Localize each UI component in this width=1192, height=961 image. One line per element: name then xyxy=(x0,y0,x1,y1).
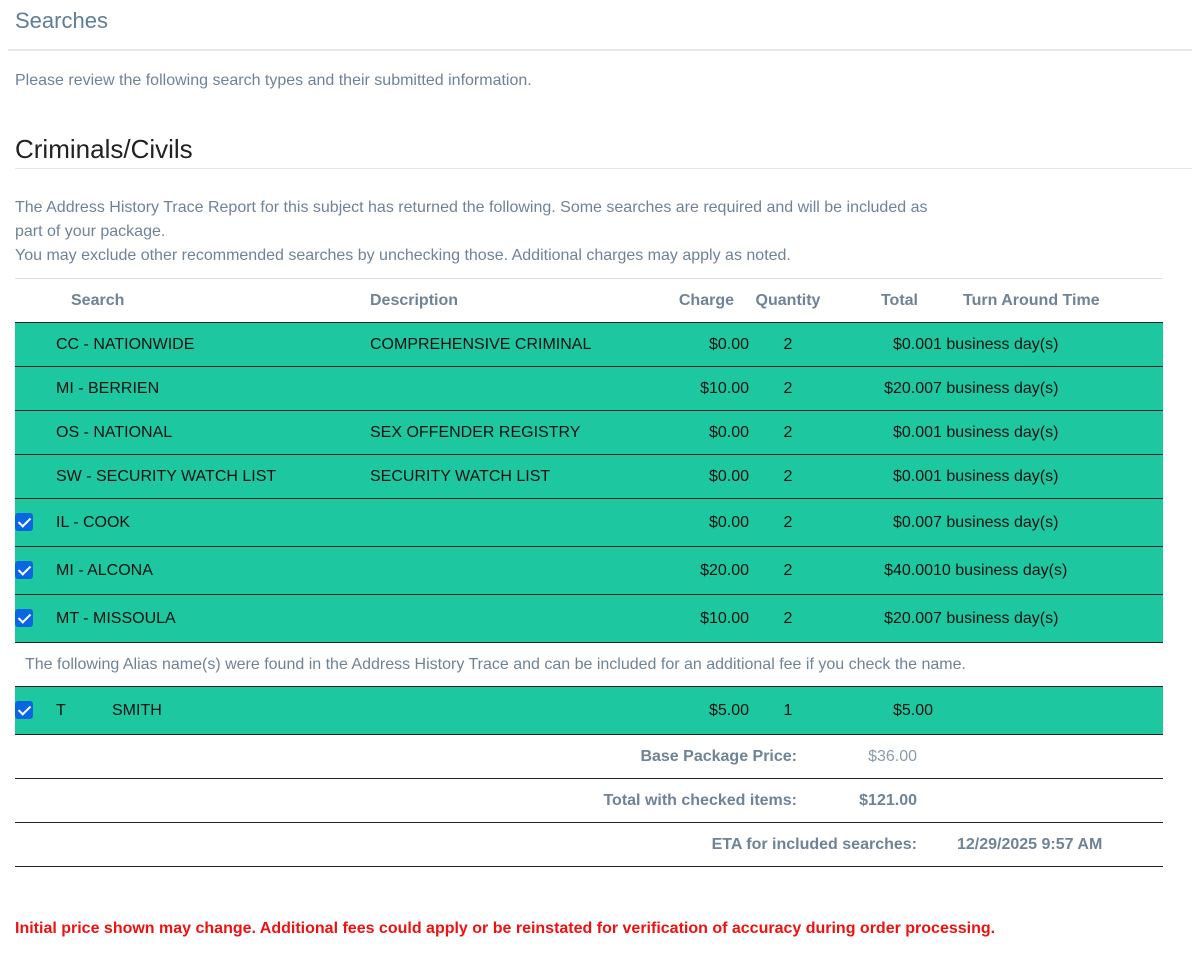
alias-description xyxy=(370,687,645,735)
summary-empty-cell xyxy=(933,779,1163,823)
row-description: SECURITY WATCH LIST xyxy=(370,455,645,499)
header-turnaround: Turn Around Time xyxy=(933,279,1163,323)
row-search: IL - COOK xyxy=(56,499,370,547)
row-description xyxy=(370,595,645,643)
row-quantity: 2 xyxy=(749,367,827,411)
notice-text xyxy=(15,196,975,268)
searches-table xyxy=(15,279,1163,867)
row-charge: $0.00 xyxy=(645,455,749,499)
base-price-row xyxy=(15,735,1163,779)
alias-charge: $5.00 xyxy=(645,687,749,735)
table-row xyxy=(15,455,1163,499)
table-header-row xyxy=(15,279,1163,323)
row-turnaround: 10 business day(s) xyxy=(933,547,1163,595)
alias-note: The following Alias name(s) were found in the Address History Trace and can be included for an additional fee if you check the name. xyxy=(15,643,1163,687)
row-total: $0.00 xyxy=(827,499,933,547)
header-charge: Charge xyxy=(645,279,749,323)
table-row xyxy=(15,547,1163,595)
row-turnaround: 1 business day(s) xyxy=(933,323,1163,367)
notice-line: You may exclude other recommended searches by unchecking those. Additional charges may apply as noted. xyxy=(15,247,791,264)
row-total: $0.00 xyxy=(827,455,933,499)
eta-value: 12/29/2025 9:57 AM xyxy=(933,823,1163,867)
row-turnaround: 7 business day(s) xyxy=(933,595,1163,643)
table-row xyxy=(15,595,1163,643)
alias-checkbox-cell xyxy=(15,687,56,735)
table-row xyxy=(15,323,1163,367)
header-quantity: Quantity xyxy=(749,279,827,323)
row-quantity: 2 xyxy=(749,455,827,499)
row-total: $40.00 xyxy=(827,547,933,595)
row-search: MT - MISSOULA xyxy=(56,595,370,643)
row-search: SW - SECURITY WATCH LIST xyxy=(56,455,370,499)
row-checkbox-cell xyxy=(15,367,56,411)
notice-line: The Address History Trace Report for this subject has returned the following. Some searches are required and will be included as xyxy=(15,199,928,216)
row-quantity: 2 xyxy=(749,547,827,595)
row-quantity: 2 xyxy=(749,499,827,547)
alias-total: $5.00 xyxy=(827,687,933,735)
row-charge: $0.00 xyxy=(645,323,749,367)
header-total: Total xyxy=(827,279,933,323)
alias-name xyxy=(56,687,370,735)
alias-row xyxy=(15,687,1163,735)
row-total: $20.00 xyxy=(827,367,933,411)
row-quantity: 2 xyxy=(749,595,827,643)
panel-heading xyxy=(8,0,1192,51)
table-row xyxy=(15,499,1163,547)
summary-empty-cell xyxy=(933,735,1163,779)
row-checkbox-cell xyxy=(15,411,56,455)
row-quantity: 2 xyxy=(749,323,827,367)
base-price-label: Base Package Price: xyxy=(15,735,827,779)
row-checkbox-cell xyxy=(15,323,56,367)
row-description xyxy=(370,547,645,595)
total-checked-value: $121.00 xyxy=(827,779,933,823)
row-checkbox-cell xyxy=(15,499,56,547)
alias-first-name: T xyxy=(56,701,66,719)
row-description xyxy=(370,499,645,547)
price-warning: Initial price shown may change. Additional fees could apply or be reinstated for verification of accuracy during order processing. xyxy=(15,920,996,937)
include-checkbox[interactable] xyxy=(15,561,33,579)
notice-line: part of your package. xyxy=(15,223,166,240)
row-search: OS - NATIONAL xyxy=(56,411,370,455)
row-description xyxy=(370,367,645,411)
alias-last-name: SMITH xyxy=(112,701,162,719)
row-charge: $0.00 xyxy=(645,411,749,455)
row-turnaround: 7 business day(s) xyxy=(933,499,1163,547)
row-checkbox-cell xyxy=(15,595,56,643)
row-charge: $10.00 xyxy=(645,367,749,411)
panel-title: Searches xyxy=(15,8,108,33)
header-search: Search xyxy=(56,279,370,323)
table-row xyxy=(15,411,1163,455)
section-title: Criminals/Civils xyxy=(15,134,193,164)
alias-quantity: 1 xyxy=(749,687,827,735)
row-search: MI - ALCONA xyxy=(56,547,370,595)
eta-row xyxy=(15,823,1163,867)
table-row xyxy=(15,367,1163,411)
row-total: $20.00 xyxy=(827,595,933,643)
total-checked-label: Total with checked items: xyxy=(15,779,827,823)
row-description: SEX OFFENDER REGISTRY xyxy=(370,411,645,455)
row-turnaround: 1 business day(s) xyxy=(933,455,1163,499)
row-checkbox-cell xyxy=(15,455,56,499)
total-checked-row xyxy=(15,779,1163,823)
row-search: MI - BERRIEN xyxy=(56,367,370,411)
include-checkbox[interactable] xyxy=(15,513,33,531)
section-divider xyxy=(15,168,1192,169)
alias-turnaround xyxy=(933,687,1163,735)
intro-text: Please review the following search types and their submitted information. xyxy=(15,72,532,89)
row-charge: $20.00 xyxy=(645,547,749,595)
base-price-value: $36.00 xyxy=(827,735,933,779)
include-checkbox[interactable] xyxy=(15,609,33,627)
row-search: CC - NATIONWIDE xyxy=(56,323,370,367)
row-turnaround: 1 business day(s) xyxy=(933,411,1163,455)
alias-checkbox[interactable] xyxy=(15,701,33,719)
row-description: COMPREHENSIVE CRIMINAL xyxy=(370,323,645,367)
header-checkbox-column xyxy=(15,279,56,323)
row-turnaround: 7 business day(s) xyxy=(933,367,1163,411)
row-total: $0.00 xyxy=(827,323,933,367)
header-description: Description xyxy=(370,279,645,323)
row-charge: $10.00 xyxy=(645,595,749,643)
row-charge: $0.00 xyxy=(645,499,749,547)
row-checkbox-cell xyxy=(15,547,56,595)
eta-label: ETA for included searches: xyxy=(15,823,933,867)
row-quantity: 2 xyxy=(749,411,827,455)
row-total: $0.00 xyxy=(827,411,933,455)
alias-note-row xyxy=(15,643,1163,687)
